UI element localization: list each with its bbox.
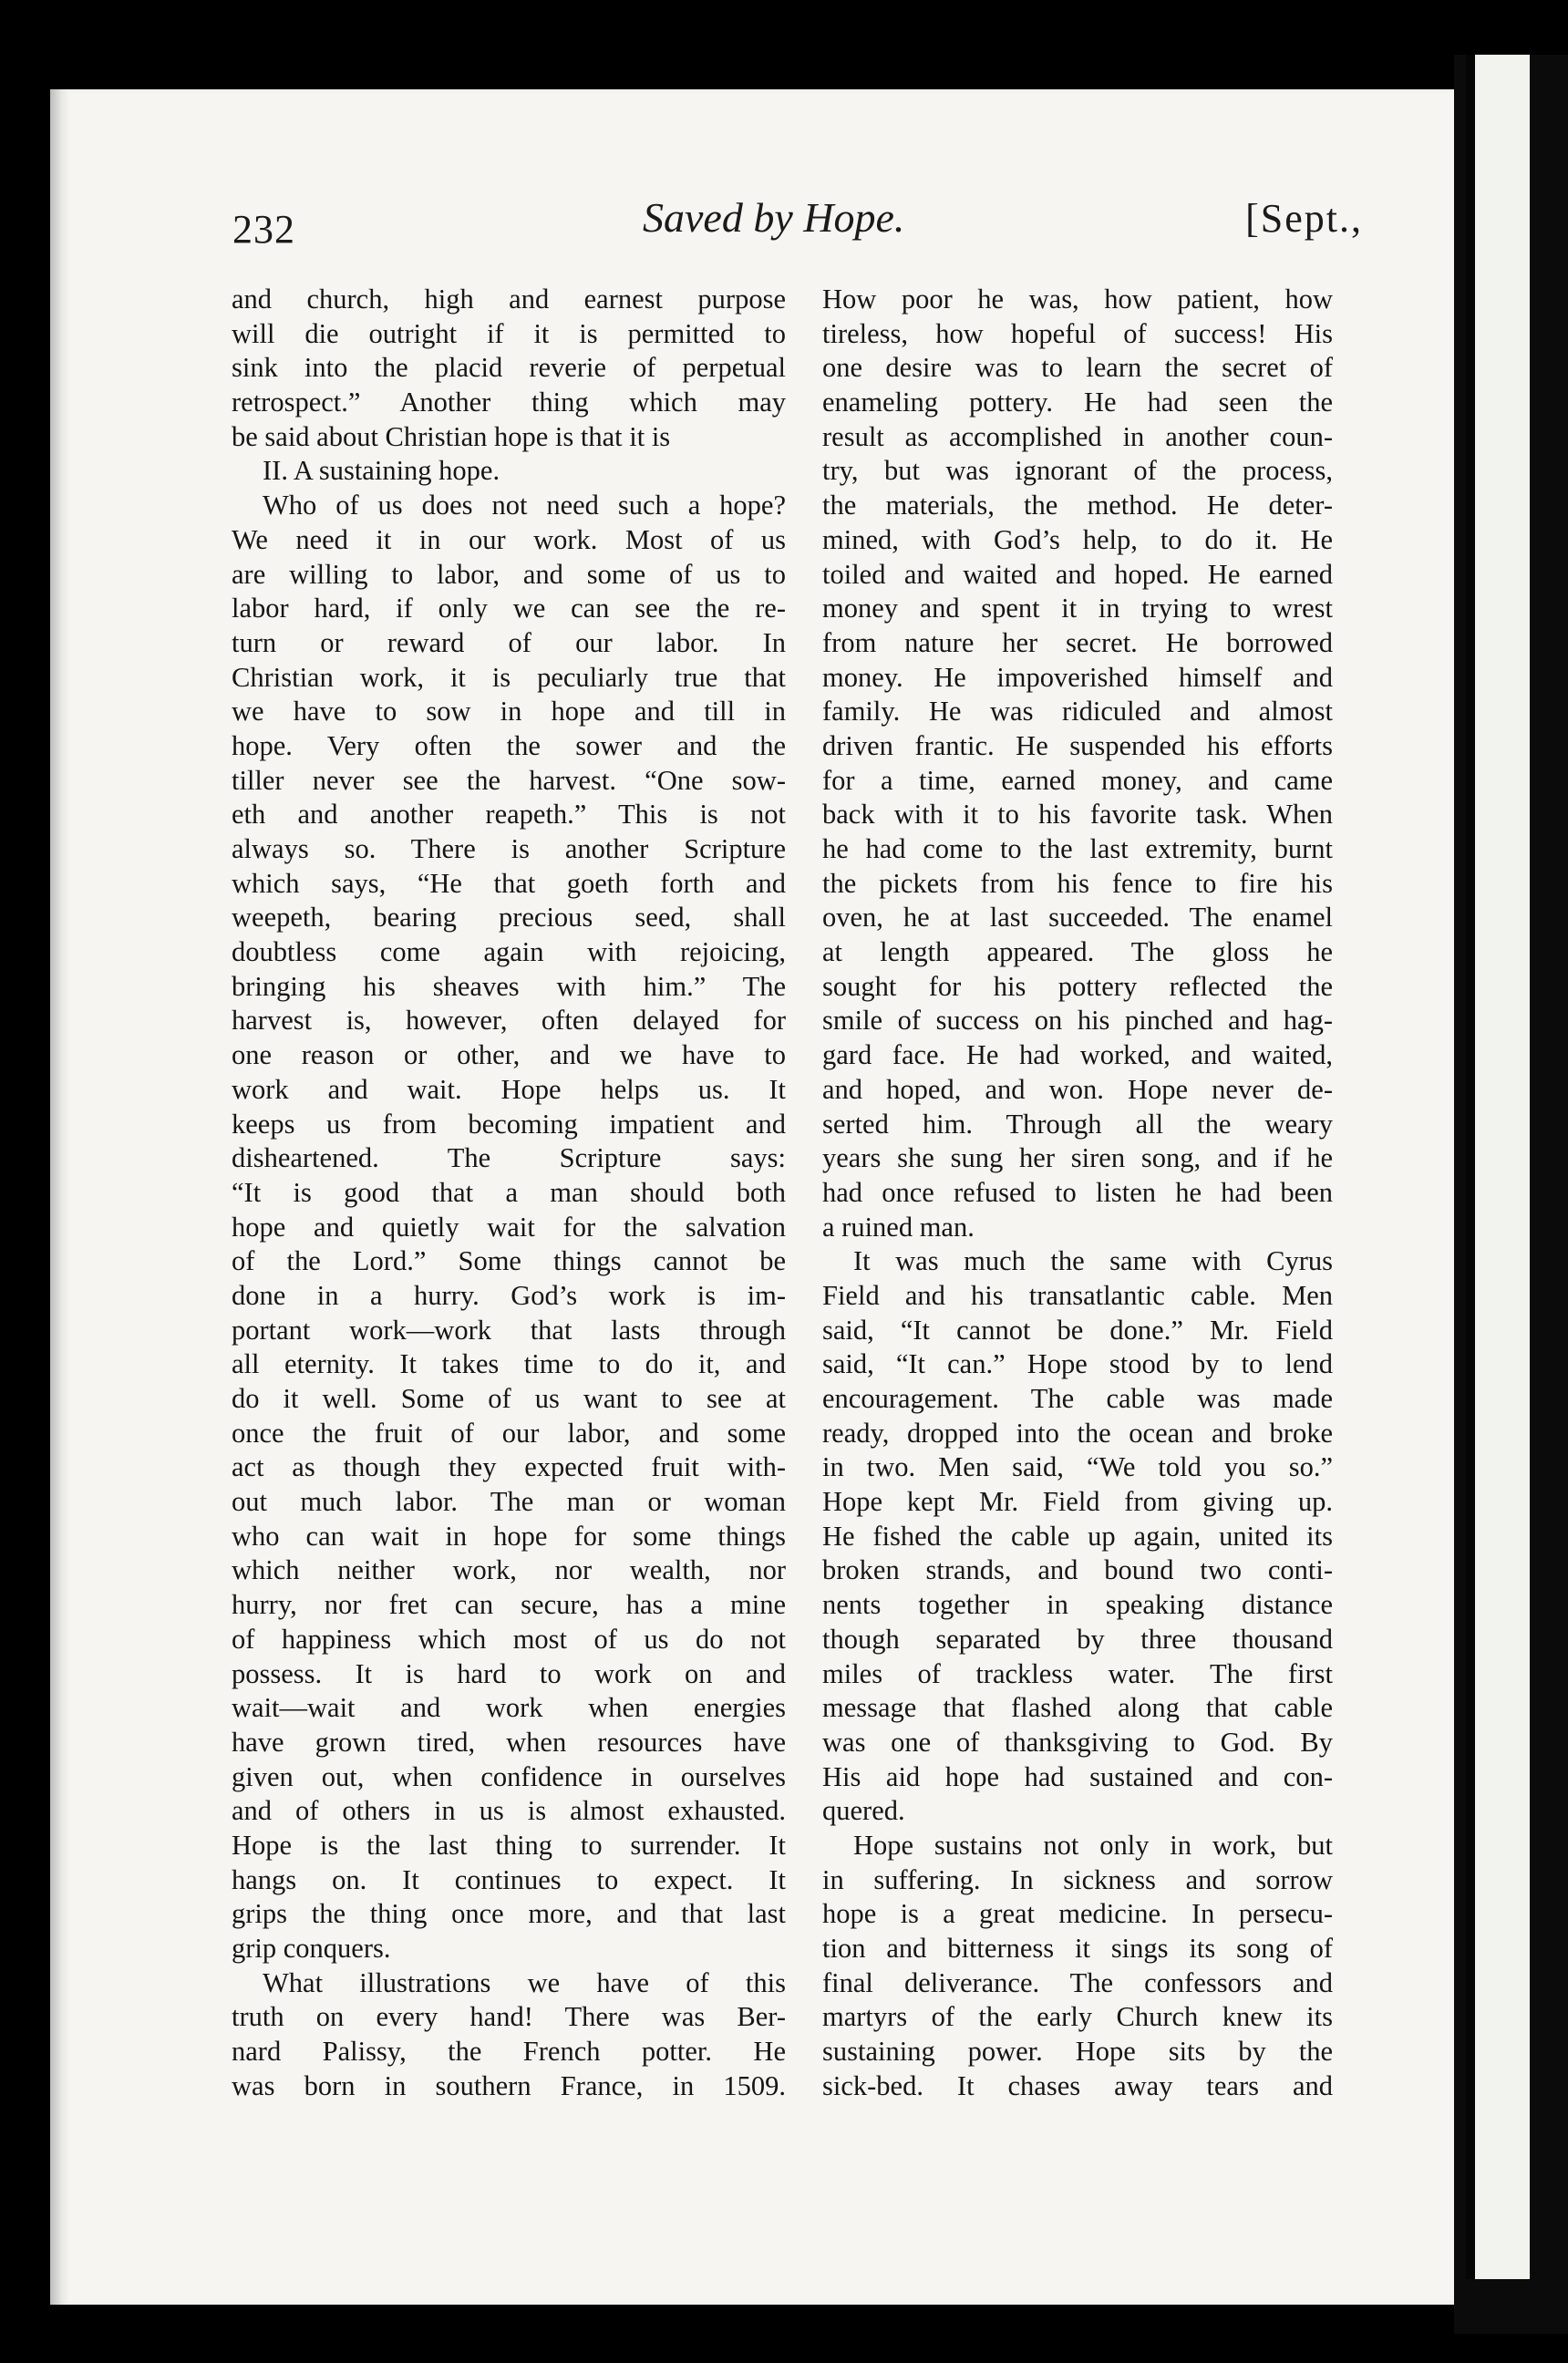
text-line: serted him. Through all the weary [822,1108,1333,1140]
text-line: from nature her secret. He borrowed [822,626,1333,658]
text-line: one desire was to learn the secret of [822,352,1333,384]
text-line: quered. [822,1795,905,1827]
text-line: eth and another reapeth.” This is not [232,799,786,831]
text-line: Hope is the last thing to surrender. It [232,1829,786,1861]
text-line: family. He was ridiculed and almost [822,696,1333,727]
text-line: labor hard, if only we can see the re- [232,593,786,624]
text-line: Field and his transatlantic cable. Men [822,1279,1333,1311]
text-line: broken strands, and bound two conti- [822,1554,1333,1586]
text-line: It was much the same with Cyrus [853,1245,1333,1277]
left-text-column [232,283,786,2103]
text-line: “It is good that a man should both [232,1176,786,1208]
text-line: try, but was ignorant of the process, [822,455,1333,487]
text-line: II. A sustaining hope. [263,455,500,487]
text-line: disheartened. The Scripture says: [232,1142,786,1174]
text-line: always so. There is another Scripture [232,833,786,864]
text-line: toiled and waited and hoped. He earned [822,558,1333,590]
text-line: and church, high and earnest purpose [232,284,786,315]
text-line: How poor he was, how patient, how [822,284,1333,315]
running-title: Saved by Hope. [643,194,905,241]
text-line: possess. It is hard to work on and [232,1657,786,1689]
text-line: have grown tired, when resources have [232,1726,786,1758]
text-line: work and wait. Hope helps us. It [232,1073,786,1105]
text-line: What illustrations we have of this [263,1966,786,1998]
text-line: mined, with God’s help, to do it. He [822,523,1333,555]
text-line: Who of us does not need such a hope? [263,490,786,521]
text-line: will die outright if it is permitted to [232,317,786,349]
text-line: said, “It can.” Hope stood by to lend [822,1348,1333,1380]
text-line: martyrs of the early Church knew its [822,2001,1333,2033]
text-line: miles of trackless water. The first [822,1657,1333,1689]
page-number: 232 [232,207,295,252]
text-line: portant work—work that lasts through [232,1314,786,1346]
text-line: all eternity. It takes time to do it, and [232,1348,786,1380]
text-line: message that flashed along that cable [822,1692,1333,1724]
text-line: nard Palissy, the French potter. He [232,2036,786,2068]
text-line: at length appeared. The gloss he [822,936,1333,968]
text-line: sought for his pottery reflected the [822,970,1333,1002]
text-line: Hope sustains not only in work, but [853,1829,1333,1861]
text-line: encouragement. The cable was made [822,1383,1333,1414]
text-line: tion and bitterness it sings its song of [822,1933,1333,1964]
text-line: grips the thing once more, and that last [232,1898,786,1930]
text-line: in two. Men said, “We told you so.” [822,1451,1333,1483]
text-line: the materials, the method. He deter- [822,490,1333,521]
text-line: in suffering. In sickness and sorrow [822,1863,1333,1895]
text-line: keeps us from becoming impatient and [232,1108,786,1140]
running-header [232,193,1363,257]
text-line: act as though they expected fruit with- [232,1451,786,1483]
text-line: and of others in us is almost exhausted. [232,1795,786,1827]
text-line: grip conquers. [232,1933,391,1964]
text-line: We need it in our work. Most of us [232,523,786,555]
text-line: bringing his sheaves with him.” The [232,970,786,1002]
text-line: hope and quietly wait for the salvation [232,1211,786,1243]
text-line: of happiness which most of us do not [232,1623,786,1655]
text-line: money and spent it in trying to wrest [822,593,1333,624]
text-line: was one of thanksgiving to God. By [822,1726,1333,1758]
text-line: do it well. Some of us want to see at [232,1383,786,1414]
text-line: enameling pottery. He had seen the [822,387,1333,418]
text-line: truth on every hand! There was Ber- [232,2001,786,2033]
text-line: are willing to labor, and some of us to [232,558,786,590]
text-line: turn or reward of our labor. In [232,626,786,658]
text-line: which says, “He that goeth forth and [232,867,786,899]
text-line: the pickets from his fence to fire his [822,867,1333,899]
text-line: smile of success on his pinched and hag- [822,1005,1333,1037]
text-line: wait—wait and work when energies [232,1692,786,1724]
text-line: which neither work, nor wealth, nor [232,1554,786,1586]
text-line: we have to sow in hope and till in [232,696,786,727]
adjacent-page-edge [1466,55,1530,2279]
text-line: final deliverance. The confessors and [822,1966,1333,1998]
text-line: hangs on. It continues to expect. It [232,1863,786,1895]
text-line: Hope kept Mr. Field from giving up. [822,1486,1333,1518]
text-line: be said about Christian hope is that it is [232,420,671,452]
text-line: gard face. He had worked, and waited, [822,1039,1333,1071]
text-line: a ruined man. [822,1211,975,1243]
text-line: result as accomplished in another coun- [822,420,1333,452]
text-line: he had come to the last extremity, burnt [822,833,1333,864]
text-line: oven, he at last succeeded. The enamel [822,902,1333,934]
text-line: doubtless come again with rejoicing, [232,936,786,968]
text-line: though separated by three thousand [822,1623,1333,1655]
text-line: and hoped, and won. Hope never de- [822,1073,1333,1105]
text-line: tireless, how hopeful of success! His [822,317,1333,349]
text-line: for a time, earned money, and came [822,764,1333,796]
text-line: had once refused to listen he had been [822,1176,1333,1208]
text-line: He fished the cable up again, united its [822,1520,1333,1552]
text-line: nents together in speaking distance [822,1589,1333,1621]
page-gutter [50,89,70,2305]
text-line: sink into the placid reverie of perpetual [232,352,786,384]
right-text-column [822,283,1333,2103]
text-line: weepeth, bearing precious seed, shall [232,902,786,934]
text-line: ready, dropped into the ocean and broke [822,1417,1333,1449]
text-line: hope is a great medicine. In persecu- [822,1898,1333,1930]
text-line: given out, when confidence in ourselves [232,1760,786,1792]
text-line: back with it to his favorite task. When [822,799,1333,831]
text-line: His aid hope had sustained and con- [822,1760,1333,1792]
text-line: out much labor. The man or woman [232,1486,786,1518]
text-line: done in a hurry. God’s work is im- [232,1279,786,1311]
text-line: hope. Very often the sower and the [232,729,786,761]
text-line: retrospect.” Another thing which may [232,387,786,418]
text-line: sustaining power. Hope sits by the [822,2036,1333,2068]
text-line: Christian work, it is peculiarly true that [232,661,786,693]
text-line: money. He impoverished himself and [822,661,1333,693]
text-line: who can wait in hope for some things [232,1520,786,1552]
text-line: said, “It cannot be done.” Mr. Field [822,1314,1333,1346]
text-line: years she sung her siren song, and if he [822,1142,1333,1174]
text-line: of the Lord.” Some things cannot be [232,1245,786,1277]
text-line: driven frantic. He suspended his efforts [822,729,1333,761]
text-line: was born in southern France, in 1509. [232,2069,786,2101]
text-line: once the fruit of our labor, and some [232,1417,786,1449]
running-date: [Sept., [1245,196,1363,241]
text-line: tiller never see the harvest. “One sow- [232,764,786,796]
text-line: hurry, nor fret can secure, has a mine [232,1589,786,1621]
text-line: sick-bed. It chases away tears and [822,2069,1333,2101]
text-line: harvest is, however, often delayed for [232,1005,786,1037]
text-line: one reason or other, and we have to [232,1039,786,1071]
